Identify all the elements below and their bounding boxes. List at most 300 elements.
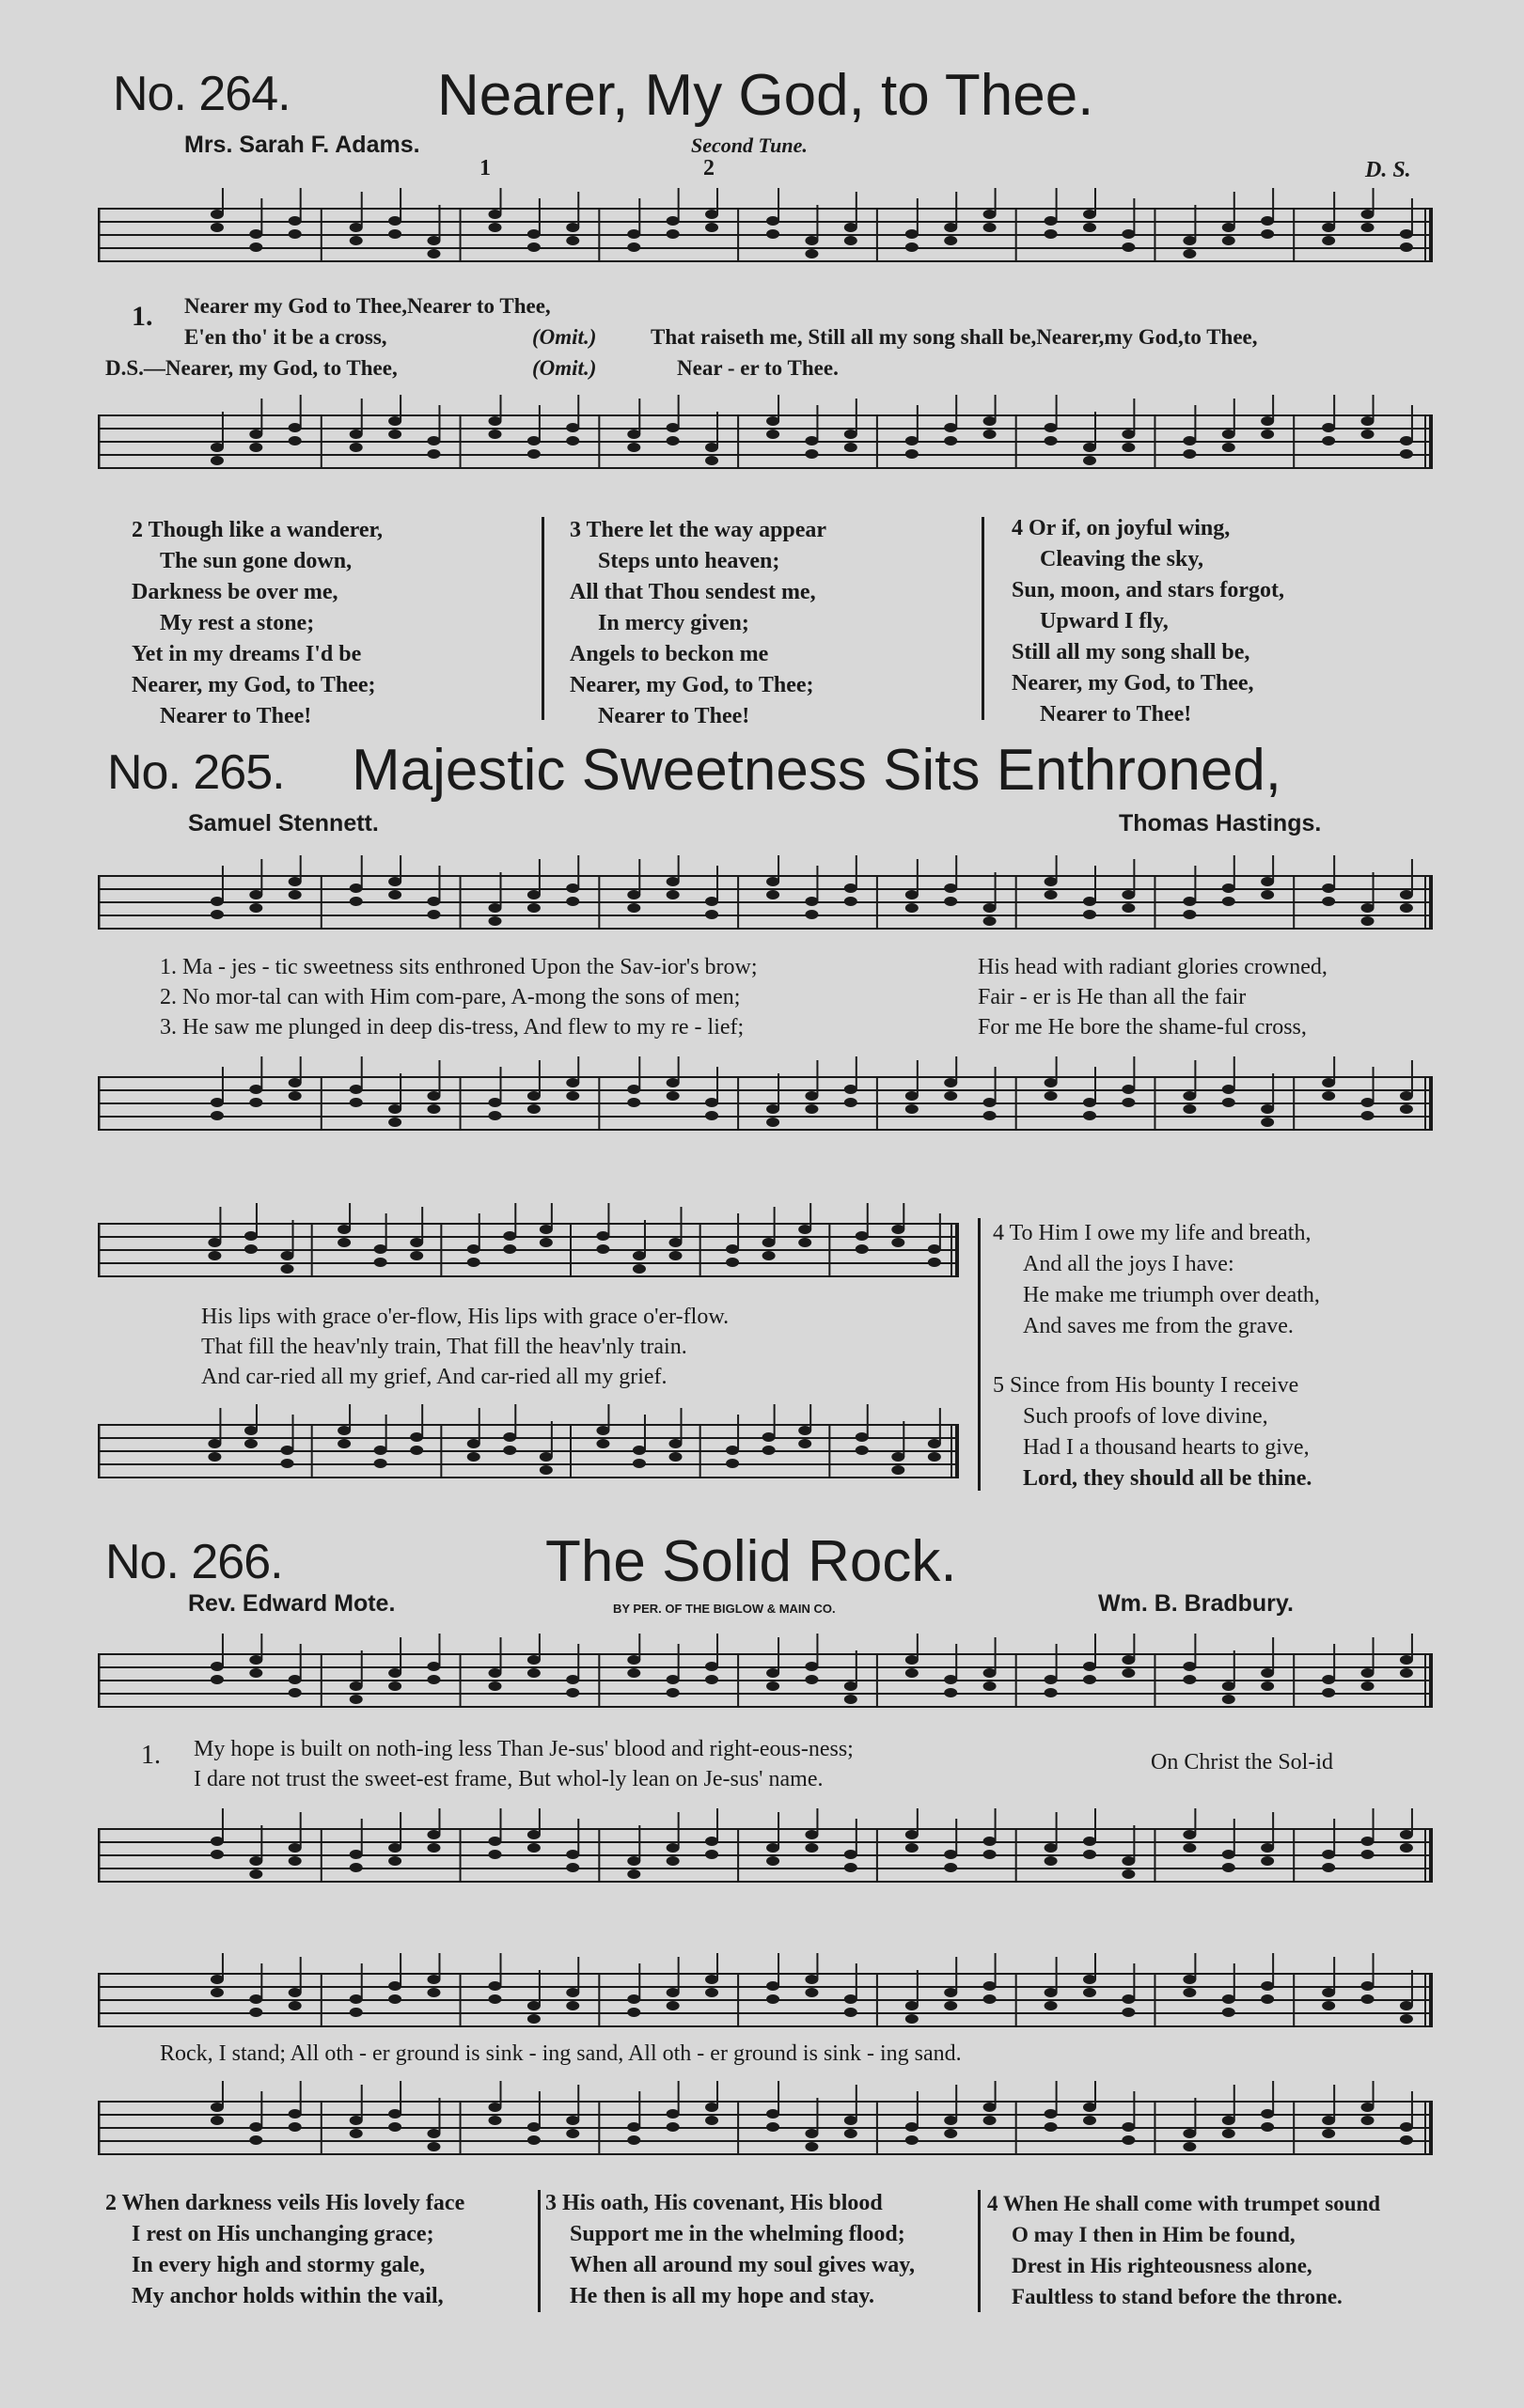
note-head [667, 423, 680, 432]
note-head [244, 1439, 258, 1448]
note-head [905, 229, 919, 239]
note-head [211, 2116, 224, 2125]
note-head [566, 2129, 579, 2138]
hymn-265-author: Samuel Stennett. [188, 810, 379, 837]
note-head [805, 236, 818, 245]
hymn-265-verse5: 5 Since from His bounty I receive Such proofs of love divine, Had I a thousand hearts to give, Lord, they should all be thine. [993, 1373, 1312, 1491]
note-head [726, 1258, 739, 1267]
note-head [1322, 236, 1335, 245]
note-head [489, 430, 502, 439]
note-head [281, 1459, 294, 1468]
note-head [944, 1091, 957, 1101]
note-head [667, 1843, 680, 1853]
note-head [667, 2109, 680, 2119]
note-head [627, 242, 640, 252]
note-head [1222, 1098, 1235, 1107]
note-head [844, 2116, 857, 2125]
note-head [249, 2008, 262, 2017]
note-head [705, 1850, 718, 1859]
note-head [503, 1244, 516, 1254]
verse-divider [982, 517, 984, 720]
note-head [388, 1118, 401, 1127]
note-head [705, 2116, 718, 2125]
note-head [388, 216, 401, 226]
note-head [1261, 1994, 1274, 2004]
note-head [766, 2109, 779, 2119]
note-head [1400, 2122, 1413, 2132]
note-head [1122, 2122, 1135, 2132]
note-head [388, 2122, 401, 2132]
verse-divider [978, 2190, 981, 2312]
note-head [350, 1850, 363, 1859]
note-head [805, 449, 818, 459]
note-head [1322, 1688, 1335, 1697]
note-head [1083, 1662, 1096, 1671]
note-head [1083, 1098, 1096, 1107]
note-head [566, 883, 579, 893]
note-head [338, 1225, 351, 1234]
note-head [566, 1850, 579, 1859]
note-head [1322, 1078, 1335, 1087]
note-head [1322, 1863, 1335, 1872]
note-head [705, 210, 718, 219]
note-head [627, 1994, 640, 2004]
note-head [410, 1432, 423, 1442]
hymn-266-composer: Wm. B. Bradbury. [1098, 1590, 1294, 1617]
note-head [1400, 436, 1413, 446]
note-head [244, 1231, 258, 1241]
note-head [798, 1426, 811, 1435]
note-head [249, 1655, 262, 1665]
note-head [1361, 1837, 1375, 1846]
hymn-265-composer: Thomas Hastings. [1119, 810, 1322, 837]
note-head [338, 1439, 351, 1448]
note-head [905, 436, 919, 446]
note-head [844, 1994, 857, 2004]
note-head [211, 910, 224, 919]
hymn-265-verse4: 4 To Him I owe my life and breath, And all the joys I have: He make me triumph over death, And saves me from the grave. [993, 1221, 1320, 1338]
note-head [1045, 216, 1058, 226]
note-head [1183, 1662, 1196, 1671]
note-head [289, 1675, 302, 1684]
note-head [1261, 2109, 1274, 2119]
note-head [944, 1988, 957, 1997]
note-head [350, 1695, 363, 1704]
note-head [844, 2129, 857, 2138]
note-head [211, 1850, 224, 1859]
hymn-265-title: Majestic Sweetness Sits Enthroned, [352, 738, 1282, 803]
hymn-266-verse-number: 1. [141, 1741, 161, 1770]
note-head [944, 223, 957, 232]
note-head [766, 216, 779, 226]
note-head [289, 1091, 302, 1101]
note-head [983, 903, 997, 913]
note-head [667, 2122, 680, 2132]
note-head [844, 1681, 857, 1691]
note-head [566, 897, 579, 906]
note-head [705, 1111, 718, 1120]
note-head [844, 443, 857, 452]
note-head [766, 1994, 779, 2004]
note-head [944, 1688, 957, 1697]
note-head [983, 430, 997, 439]
note-head [527, 903, 541, 913]
note-head [627, 2122, 640, 2132]
note-head [1045, 1675, 1058, 1684]
note-head [944, 1863, 957, 1872]
hymn-264-author: Mrs. Sarah F. Adams. [184, 132, 420, 158]
note-head [766, 890, 779, 899]
note-head [1122, 1994, 1135, 2004]
note-head [289, 423, 302, 432]
note-head [944, 423, 957, 432]
note-head [281, 1446, 294, 1455]
note-head [1183, 1091, 1196, 1101]
note-head [1361, 2116, 1375, 2125]
note-head [633, 1459, 646, 1468]
note-head [350, 223, 363, 232]
note-head [527, 2135, 541, 2145]
note-head [1183, 236, 1196, 245]
note-head [726, 1446, 739, 1455]
note-head [249, 229, 262, 239]
note-head [489, 223, 502, 232]
note-head [766, 1118, 779, 1127]
hymn-264-verse4: 4 Or if, on joyful wing, Cleaving the sky, Sun, moon, and stars forgot, Upward I fly, Still all my song shall be, Nearer, my God, to Thee, Nearer to Thee! [1012, 516, 1285, 727]
note-head [844, 883, 857, 893]
note-head [1400, 1655, 1413, 1665]
note-head [627, 443, 640, 452]
note-head [289, 436, 302, 446]
note-head [944, 2129, 957, 2138]
note-head [944, 1675, 957, 1684]
note-head [983, 2116, 997, 2125]
note-head [705, 1988, 718, 1997]
note-head [427, 249, 440, 258]
note-head [928, 1452, 941, 1462]
note-head [467, 1244, 480, 1254]
note-head [705, 1098, 718, 1107]
note-head [211, 897, 224, 906]
note-head [1083, 2103, 1096, 2112]
note-head [427, 897, 440, 906]
note-head [1083, 456, 1096, 465]
note-head [1122, 2135, 1135, 2145]
note-head [766, 1856, 779, 1866]
note-head [1261, 216, 1274, 226]
note-head [667, 216, 680, 226]
note-head [667, 1675, 680, 1684]
note-head [249, 430, 262, 439]
note-head [1222, 1085, 1235, 1094]
note-head [1183, 1975, 1196, 1984]
note-head [905, 449, 919, 459]
note-head [374, 1258, 387, 1267]
note-head [844, 2008, 857, 2017]
note-head [289, 1688, 302, 1697]
note-head [1322, 1091, 1335, 1101]
note-head [705, 910, 718, 919]
note-head [249, 890, 262, 899]
note-head [905, 1843, 919, 1853]
note-head [1261, 890, 1274, 899]
staff-265-bass-2 [98, 1404, 959, 1498]
note-head [388, 1681, 401, 1691]
hymn-264-title: Nearer, My God, to Thee. [437, 63, 1094, 128]
note-head [627, 430, 640, 439]
note-head [1183, 436, 1196, 446]
note-head [503, 1231, 516, 1241]
note-head [1222, 1863, 1235, 1872]
note-head [627, 2135, 640, 2145]
staff-264-treble [98, 188, 1433, 282]
note-head [427, 1975, 440, 1984]
note-head [1361, 1681, 1375, 1691]
note-head [1361, 903, 1375, 913]
note-head [427, 1091, 440, 1101]
note-head [1045, 1078, 1058, 1087]
note-head [596, 1426, 609, 1435]
note-head [211, 1111, 224, 1120]
note-head [489, 2116, 502, 2125]
note-head [667, 2001, 680, 2010]
note-head [983, 223, 997, 232]
note-head [928, 1258, 941, 1267]
note-head [633, 1446, 646, 1455]
note-head [249, 1098, 262, 1107]
note-head [427, 910, 440, 919]
note-head [805, 1988, 818, 1997]
note-head [944, 897, 957, 906]
note-head [427, 1104, 440, 1114]
note-head [1222, 883, 1235, 893]
note-head [489, 2103, 502, 2112]
note-head [1222, 430, 1235, 439]
staff-265-bass-1 [98, 1056, 1433, 1150]
note-head [766, 1843, 779, 1853]
note-head [1083, 1850, 1096, 1859]
note-head [566, 436, 579, 446]
note-head [983, 916, 997, 926]
note-head [667, 890, 680, 899]
note-head [596, 1231, 609, 1241]
note-head [844, 236, 857, 245]
note-head [350, 236, 363, 245]
second-ending-mark: 2 [703, 156, 715, 180]
note-head [211, 2103, 224, 2112]
note-head [388, 1981, 401, 1991]
note-head [374, 1244, 387, 1254]
note-head [388, 877, 401, 886]
note-head [427, 2129, 440, 2138]
note-head [766, 430, 779, 439]
note-head [856, 1244, 869, 1254]
note-head [805, 249, 818, 258]
note-head [805, 897, 818, 906]
note-head [489, 1981, 502, 1991]
note-head [844, 897, 857, 906]
note-head [669, 1452, 683, 1462]
note-head [762, 1446, 776, 1455]
note-head [905, 1091, 919, 1101]
note-head [627, 903, 640, 913]
note-head [489, 210, 502, 219]
note-head [1045, 229, 1058, 239]
note-head [566, 223, 579, 232]
note-head [1400, 890, 1413, 899]
note-head [1045, 890, 1058, 899]
note-head [905, 890, 919, 899]
note-head [540, 1465, 553, 1475]
note-head [705, 456, 718, 465]
hymn-264-line-b1: E'en tho' it be a cross, [184, 325, 387, 349]
note-head [566, 2001, 579, 2010]
note-head [928, 1244, 941, 1254]
note-head [249, 1994, 262, 2004]
note-head [289, 2109, 302, 2119]
note-head [1222, 443, 1235, 452]
note-head [427, 449, 440, 459]
note-head [667, 1988, 680, 1997]
hymn-265-m1: His lips with grace o'er-flow, His lips with grace o'er-flow. [201, 1305, 730, 1329]
note-head [208, 1452, 221, 1462]
note-head [427, 1662, 440, 1671]
note-head [1183, 1104, 1196, 1114]
note-head [388, 890, 401, 899]
hymn-264-tune: Second Tune. [691, 133, 808, 157]
hymn-266-l1: My hope is built on noth-ing less Than Je-sus' blood and right-eous-ness; [194, 1737, 854, 1761]
note-head [427, 2142, 440, 2151]
note-head [766, 1681, 779, 1691]
hymn-266-number: No. 266. [105, 1535, 283, 1589]
note-head [208, 1238, 221, 1247]
note-head [1400, 2135, 1413, 2145]
note-head [891, 1238, 904, 1247]
note-head [1400, 229, 1413, 239]
note-head [281, 1264, 294, 1274]
note-head [289, 229, 302, 239]
note-head [211, 1675, 224, 1684]
note-head [1222, 1994, 1235, 2004]
note-head [1045, 436, 1058, 446]
hymn-264-line-a1: Nearer my God to Thee,Nearer to Thee, [184, 294, 551, 318]
note-head [891, 1225, 904, 1234]
hymn-265-v3-b: For me He bore the shame-ful cross, [978, 1015, 1307, 1040]
note-head [766, 1668, 779, 1678]
note-head [1261, 1668, 1274, 1678]
note-head [944, 2116, 957, 2125]
note-head [388, 1668, 401, 1678]
hymn-264-number: No. 264. [113, 67, 291, 121]
verse-divider [538, 2190, 541, 2312]
note-head [388, 1856, 401, 1866]
note-head [928, 1439, 941, 1448]
note-head [427, 1830, 440, 1839]
note-head [211, 1988, 224, 1997]
note-head [905, 1104, 919, 1114]
hymn-266-verse4: 4 When He shall come with trumpet sound O may I then in Him be found, Drest in His righteousness alone, Faultless to stand before the throne. [987, 2192, 1381, 2308]
note-head [1261, 1981, 1274, 1991]
note-head [762, 1238, 776, 1247]
note-head [1183, 1988, 1196, 1997]
note-head [905, 2122, 919, 2132]
note-head [503, 1432, 516, 1442]
note-head [211, 1975, 224, 1984]
note-head [350, 883, 363, 893]
note-head [1222, 223, 1235, 232]
note-head [1122, 242, 1135, 252]
note-head [374, 1459, 387, 1468]
note-head [805, 1104, 818, 1114]
note-head [566, 1091, 579, 1101]
note-head [527, 242, 541, 252]
note-head [596, 1244, 609, 1254]
note-head [669, 1439, 683, 1448]
note-head [856, 1231, 869, 1241]
note-head [844, 1863, 857, 1872]
note-head [1322, 883, 1335, 893]
note-head [1183, 1843, 1196, 1853]
note-head [805, 1830, 818, 1839]
note-head [489, 1994, 502, 2004]
note-head [983, 1681, 997, 1691]
staff-264-bass [98, 395, 1433, 489]
note-head [1222, 236, 1235, 245]
note-head [983, 2103, 997, 2112]
note-head [905, 1830, 919, 1839]
note-head [667, 229, 680, 239]
note-head [1045, 877, 1058, 886]
note-head [350, 2116, 363, 2125]
note-head [944, 2001, 957, 2010]
note-head [350, 443, 363, 452]
note-head [891, 1452, 904, 1462]
note-head [566, 2116, 579, 2125]
note-head [281, 1251, 294, 1260]
note-head [566, 423, 579, 432]
note-head [1222, 1850, 1235, 1859]
verse-divider [978, 1218, 981, 1491]
note-head [1045, 423, 1058, 432]
note-head [1322, 2129, 1335, 2138]
note-head [705, 1675, 718, 1684]
note-head [1122, 229, 1135, 239]
note-head [667, 877, 680, 886]
note-head [1183, 2129, 1196, 2138]
note-head [1261, 229, 1274, 239]
note-head [805, 1843, 818, 1853]
note-head [798, 1439, 811, 1448]
note-head [1400, 242, 1413, 252]
note-head [467, 1452, 480, 1462]
note-head [211, 1098, 224, 1107]
note-head [1400, 1830, 1413, 1839]
note-head [244, 1426, 258, 1435]
note-head [627, 1098, 640, 1107]
note-head [983, 210, 997, 219]
note-head [766, 1104, 779, 1114]
note-head [1045, 1688, 1058, 1697]
note-head [1083, 897, 1096, 906]
note-head [427, 436, 440, 446]
note-head [489, 1681, 502, 1691]
note-head [1045, 1843, 1058, 1853]
note-head [766, 877, 779, 886]
note-head [1261, 1856, 1274, 1866]
staff-266-treble-1 [98, 1634, 1433, 1728]
note-head [762, 1432, 776, 1442]
note-head [350, 2008, 363, 2017]
